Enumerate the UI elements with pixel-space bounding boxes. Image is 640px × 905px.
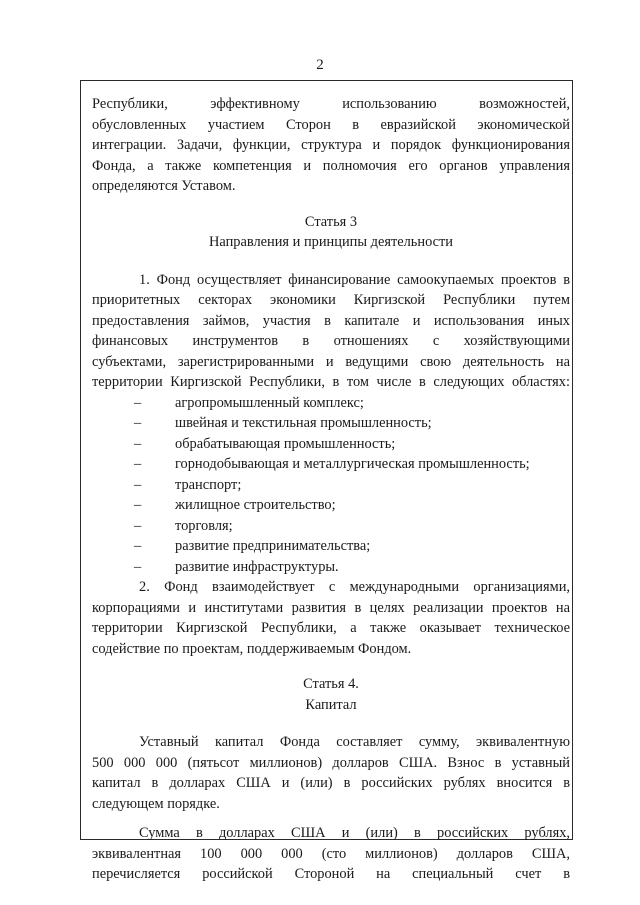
list-item-text: развитие инфраструктуры. bbox=[175, 558, 339, 575]
list-item bbox=[92, 495, 570, 516]
text-line: Уставный капитал Фонда составляет сумму, эквивалентную bbox=[139, 734, 570, 750]
text-line: корпорациями и институтами развития в целях реализации проектов на bbox=[92, 599, 570, 616]
list-item bbox=[92, 393, 570, 414]
dash-marker: – bbox=[134, 517, 142, 534]
list-item-text: швейная и текстильная промышленность; bbox=[175, 415, 432, 431]
text-line: субъектами, зарегистрированными и ведущими свою деятельность на bbox=[92, 353, 570, 370]
dash-marker: – bbox=[134, 394, 142, 411]
text-line: обусловленных участием Сторон в евразийской экономической bbox=[92, 116, 570, 133]
article-title: Направления и принципы деятельности bbox=[208, 234, 453, 250]
article-4-heading bbox=[92, 674, 570, 715]
list-item-text: агропромышленный комплекс; bbox=[175, 394, 364, 411]
dash-marker: – bbox=[134, 415, 142, 431]
text-line: территории Киргизской Республики, а также оказывает техническое bbox=[92, 620, 570, 636]
text-line: 500 000 000 (пятьсот миллионов) долларов США. Взнос в уставный bbox=[92, 754, 570, 771]
article-3-heading bbox=[92, 212, 570, 253]
text-line: 1. Фонд осуществляет финансирование самоокупаемых проектов в bbox=[139, 271, 570, 288]
areas-list bbox=[92, 393, 570, 578]
dash-marker: – bbox=[134, 538, 142, 554]
text-line: следующем порядке. bbox=[92, 795, 220, 812]
list-item-text: транспорт; bbox=[175, 476, 242, 493]
article-3-paragraph-1 bbox=[92, 270, 570, 393]
text-line: эквивалентная 100 000 000 (сто миллионов) долларов США, bbox=[92, 845, 570, 862]
list-item-text: жилищное строительство; bbox=[175, 497, 336, 513]
dash-marker: – bbox=[134, 456, 142, 472]
list-item bbox=[92, 475, 570, 496]
article-number: Статья 3 bbox=[304, 213, 358, 230]
text-line: капитал в долларах США и (или) в российских рублях вносится в bbox=[92, 775, 570, 791]
article-4-paragraph-1 bbox=[92, 732, 570, 814]
document-body bbox=[92, 94, 570, 885]
text-line: Сумма в долларах США и (или) в российских рублях, bbox=[139, 825, 570, 841]
list-item bbox=[92, 516, 570, 537]
intro-paragraph bbox=[92, 94, 570, 197]
dash-marker: – bbox=[134, 476, 142, 493]
text-line: Республики, эффективному использованию возможностей, bbox=[92, 96, 570, 112]
text-line: перечисляется российской Стороной на специальный счет в bbox=[92, 866, 570, 882]
page-number: 2 bbox=[316, 57, 324, 73]
list-item bbox=[92, 454, 570, 475]
list-item-text: обрабатывающая промышленность; bbox=[175, 435, 396, 452]
text-line: предоставления займов, участия в капитале и использования иных bbox=[92, 312, 570, 329]
list-item bbox=[92, 413, 570, 434]
text-line: приоритетных секторах экономики Киргизской Республики путем bbox=[92, 292, 570, 308]
text-line: содействие по проектам, поддерживаемым Фондом. bbox=[92, 640, 412, 657]
article-4-paragraph-2 bbox=[92, 823, 570, 885]
list-item bbox=[92, 557, 570, 578]
article-3-paragraph-2 bbox=[92, 577, 570, 659]
dash-marker: – bbox=[134, 435, 142, 452]
article-number: Статья 4. bbox=[303, 676, 359, 692]
dash-marker: – bbox=[134, 497, 142, 513]
list-item bbox=[92, 536, 570, 557]
dash-marker: – bbox=[134, 558, 142, 575]
text-line: 2. Фонд взаимодействует с международными организациями, bbox=[139, 579, 570, 595]
text-line: Фонда, а также компетенция и полномочия его органов управления bbox=[92, 157, 570, 174]
text-line: интеграции. Задачи, функции, структура и порядок функционирования bbox=[92, 137, 570, 153]
list-item-text: развитие предпринимательства; bbox=[175, 538, 371, 554]
article-title: Капитал bbox=[305, 696, 357, 713]
list-item-text: торговля; bbox=[175, 517, 233, 534]
text-line: определяются Уставом. bbox=[92, 178, 236, 194]
text-line: финансовых инструментов в отношениях с хозяйствующими bbox=[92, 333, 570, 349]
list-item-text: горнодобывающая и металлургическая промышленность; bbox=[175, 456, 530, 472]
text-line: территории Киргизской Республики, в том числе в следующих областях: bbox=[92, 374, 570, 390]
list-item bbox=[92, 434, 570, 455]
